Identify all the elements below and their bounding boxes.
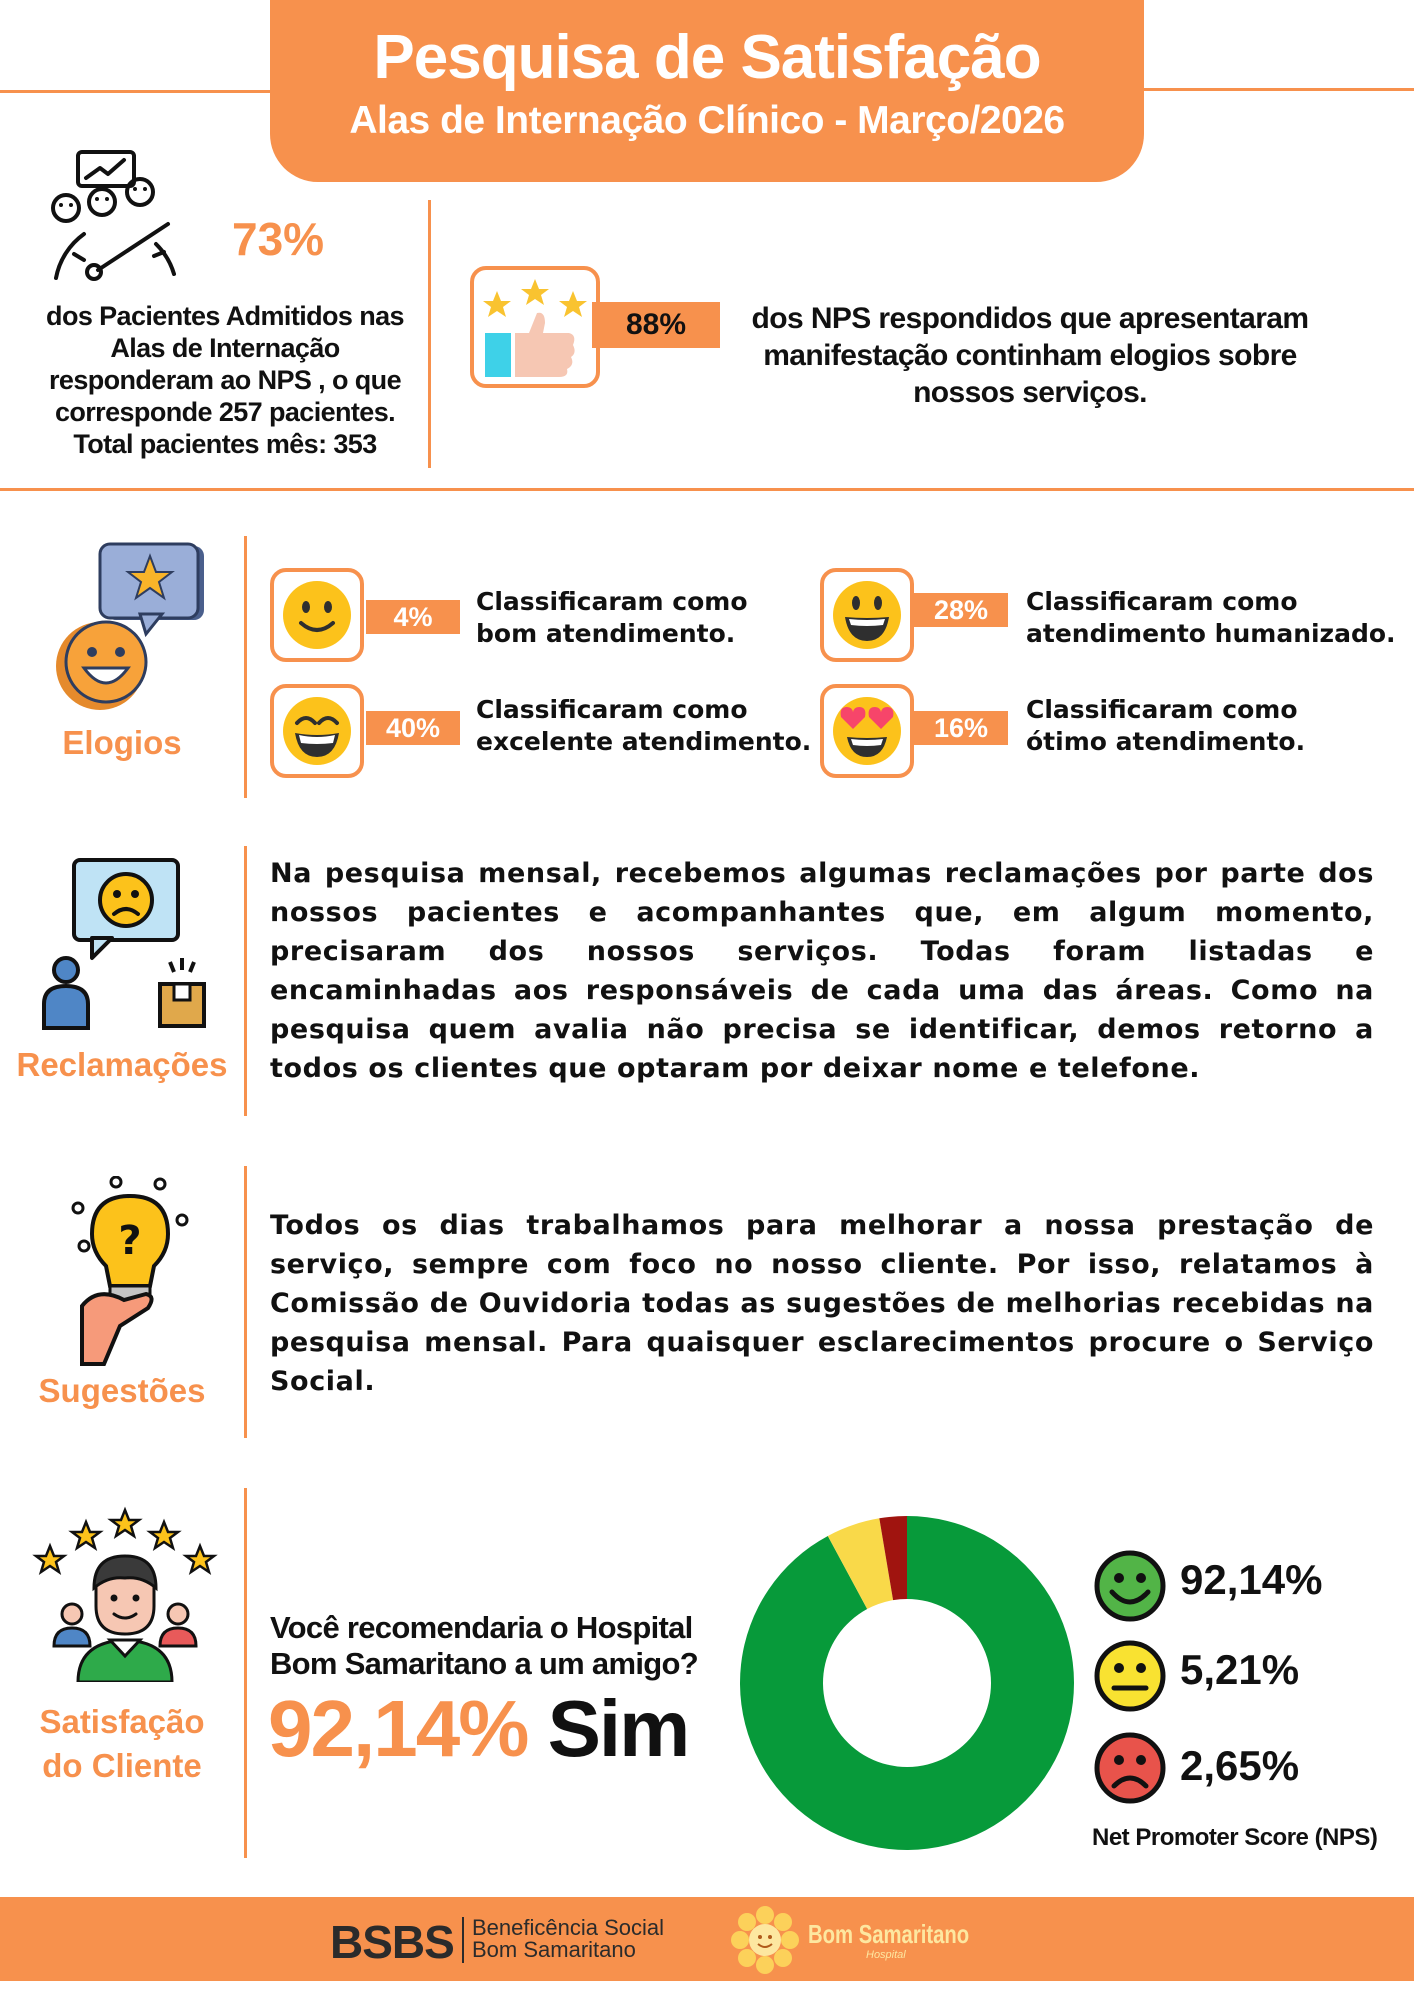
- sugestoes-divider: [244, 1166, 247, 1438]
- grin-emoji-icon: [831, 579, 903, 651]
- sun-flower-logo-icon: [730, 1905, 800, 1975]
- excelente-atendimento-pct: 40%: [366, 711, 460, 745]
- thumbs-up-stars-icon: [477, 273, 593, 381]
- nps-promoters-value: 92,14%: [1180, 1556, 1323, 1603]
- stats-divider: [428, 200, 431, 468]
- complaint-icon: [40, 856, 210, 1032]
- reclamacoes-label: Reclamações: [16, 1046, 228, 1083]
- reclamacoes-divider: [244, 846, 247, 1116]
- lightbulb-idea-icon: [64, 1176, 194, 1366]
- recommend-answer-word: Sim: [547, 1684, 689, 1773]
- elogios-label: Elogios: [62, 724, 182, 761]
- bom-atendimento-pct: 4%: [366, 600, 460, 634]
- star-review-coin-icon: [50, 542, 210, 712]
- header-banner: [270, 0, 1144, 182]
- stats-bottom-rule: [0, 488, 1414, 491]
- response-rate-text: dos Pacientes Admitidos nas Alas de Internação responderam ao NPS , o que corresponde 257 pacientes. Total pacientes mês: 353: [46, 301, 404, 459]
- smile-emoji-icon: [281, 579, 353, 651]
- atendimento-humanizado-text: Classificaram como atendimento humanizado.: [1026, 587, 1396, 648]
- detractor-face-icon: [1094, 1732, 1166, 1804]
- recommend-question: Você recomendaria o Hospital Bom Samaritano a um amigo?: [270, 1610, 698, 1681]
- beaming-emoji-icon: [281, 695, 353, 767]
- footer-bar: [0, 1897, 1414, 1981]
- recommend-answer: [268, 1684, 688, 1774]
- atendimento-humanizado-pct: 28%: [914, 593, 1008, 627]
- recommend-answer-pct: 92,14%: [268, 1684, 528, 1773]
- otimo-atendimento-card: [820, 684, 914, 778]
- excelente-atendimento-text: Classificaram como excelente atendimento.: [476, 695, 812, 756]
- page-title: Pesquisa de Satisfação: [373, 23, 1041, 92]
- nps-detractors-value: 2,65%: [1180, 1742, 1300, 1789]
- bsbs-logo-divider: [462, 1917, 464, 1963]
- header-rule-right: [1144, 88, 1414, 91]
- praise-rate-text: dos NPS respondidos que apresentaram manifestação continham elogios sobre nossos serviços.: [751, 302, 1309, 409]
- otimo-atendimento-pct: 16%: [914, 711, 1008, 745]
- satisfacao-label: Satisfação do Cliente: [39, 1703, 205, 1784]
- bom-atendimento-card: [270, 568, 364, 662]
- satisfacao-divider: [244, 1488, 247, 1858]
- nps-donut-chart: [740, 1516, 1074, 1850]
- header-rule-left: [0, 90, 270, 93]
- bsbs-logo-text: BSBS: [330, 1916, 454, 1968]
- atendimento-humanizado-card: [820, 568, 914, 662]
- sugestoes-text: Todos os dias trabalhamos para melhorar a nossa prestação de serviço, sempre com foco no nosso cliente. Por isso, relatamos à Comissão de Ouvidoria todas as sugestões de melhorias recebidas na pesquisa mensal. Para quaisquer esclarecimentos procure o Serviço Social.: [270, 1210, 1374, 1397]
- neutral-face-icon: [1094, 1640, 1166, 1712]
- svg-text:?: ?: [118, 1218, 142, 1264]
- customer-rating-icon: [30, 1506, 220, 1682]
- thumbs-up-stars-card: [470, 266, 600, 388]
- elogios-divider: [244, 536, 247, 798]
- response-rate-value: 73%: [232, 213, 325, 265]
- praise-rate-value: 88%: [592, 302, 720, 348]
- page-subtitle: Alas de Internação Clínico - Março/2026: [349, 99, 1065, 142]
- reclamacoes-text: Na pesquisa mensal, recebemos algumas reclamações por parte dos nossos pacientes e acompanhantes que, em algum momento, precisaram dos nossos serviços. Todas foram listadas e encaminhadas aos responsáveis de cada uma das áreas. Como na pesquisa quem avalia não precisa se identificar, demos retorno a todos os clientes que optaram por deixar nome e telefone.: [270, 858, 1374, 1084]
- nps-neutrals-value: 5,21%: [1180, 1646, 1300, 1693]
- bom-atendimento-text: Classificaram como bom atendimento.: [476, 587, 748, 648]
- sugestoes-label: Sugestões: [38, 1372, 206, 1409]
- nps-caption: Net Promoter Score (NPS): [1092, 1824, 1378, 1851]
- heart-eyes-emoji-icon: [831, 695, 903, 767]
- survey-gauge-icon: [44, 148, 184, 282]
- otimo-atendimento-text: Classificaram como ótimo atendimento.: [1026, 695, 1306, 756]
- hospital-sub: Hospital: [866, 1949, 906, 1961]
- promoter-face-icon: [1094, 1550, 1166, 1622]
- excelente-atendimento-card: [270, 684, 364, 778]
- bsbs-org-name: Beneficência Social Bom Samaritano: [472, 1915, 665, 1962]
- hospital-name: Bom Samaritano: [808, 1919, 970, 1949]
